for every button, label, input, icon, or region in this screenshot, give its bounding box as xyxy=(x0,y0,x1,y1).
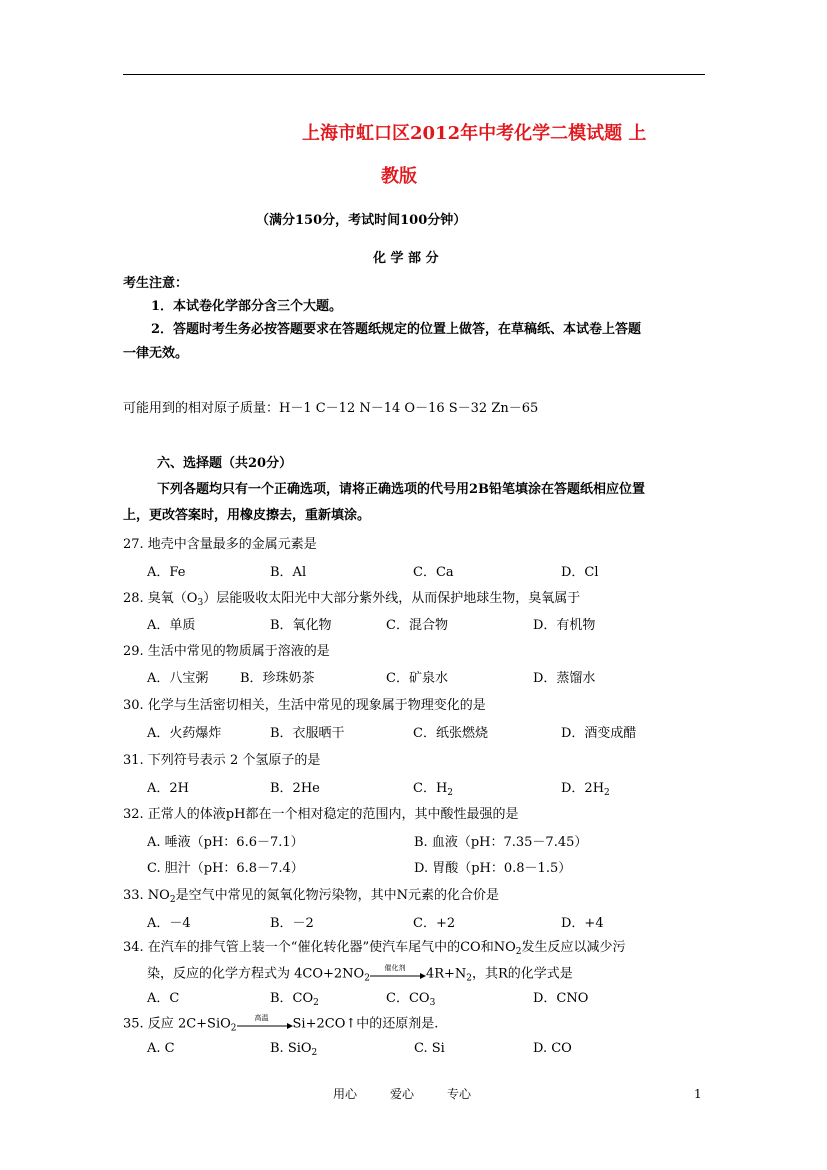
q35-option-c: C. Si xyxy=(414,1041,445,1056)
title-line1: 上海市虹口区2012年中考化学二模试题 上 xyxy=(302,123,647,144)
q27-option-c: C．Ca xyxy=(413,565,454,580)
q35-subscript: 2 xyxy=(230,1023,237,1034)
q31-option-a: A．2H xyxy=(147,781,189,796)
footer-text-3: 专心 xyxy=(447,1087,472,1101)
q28-option-d: D．有机物 xyxy=(533,618,596,633)
q28-stem-pre: 28. 臭氧（O xyxy=(123,591,198,606)
q31-option-d xyxy=(561,781,610,801)
question-34-equation xyxy=(147,966,573,987)
q34-option-b xyxy=(270,991,319,1011)
q33-option-a: A．－4 xyxy=(147,916,191,931)
notice-item-1: 1．本试卷化学部分含三个大题。 xyxy=(151,299,343,314)
q34-line1-post: 发生反应以减少污 xyxy=(521,940,626,955)
q33-stem-pre: 33. NO xyxy=(123,888,170,903)
q34-eq-subscript: 2 xyxy=(364,973,370,984)
section-heading: 化 学 部 分 xyxy=(373,251,439,266)
exam-subtitle: （满分150分，考试时间100分钟） xyxy=(256,213,467,228)
q32-option-a: A. 唾液（pH：6.6－7.1） xyxy=(147,835,304,850)
header-rule xyxy=(123,74,705,75)
q27-option-b: B．Al xyxy=(270,565,307,580)
q35-option-d: D. CO xyxy=(533,1041,572,1056)
q34-option-a: A．C xyxy=(147,991,180,1006)
q35-stem-pre: 35. 反应 2C+SiO xyxy=(123,1016,231,1032)
q34-option-c xyxy=(386,991,435,1011)
q27-option-d: D．Cl xyxy=(561,565,599,580)
q29-option-c: C．矿泉水 xyxy=(386,671,448,686)
question-34 xyxy=(123,940,626,960)
part6-instructions-cont: 上，更改答案时，用橡皮擦去，重新填涂。 xyxy=(123,508,371,523)
part6-heading: 六、选择题（共20分） xyxy=(157,456,293,471)
q34-eq-subscript-2: 2 xyxy=(466,973,473,984)
footer-text-1: 用心 xyxy=(333,1087,358,1101)
notice-heading: 考生注意： xyxy=(123,276,189,291)
part6-instructions: 下列各题均只有一个正确选项，请将正确选项的代号用2B铅笔填涂在答题纸相应位置 xyxy=(157,482,646,497)
question-27: 27. 地壳中含量最多的金属元素是 xyxy=(123,537,317,552)
q33-option-b: B．－2 xyxy=(270,916,314,931)
q33-stem-post: 是空气中常见的氮氧化物污染物，其中N元素的化合价是 xyxy=(175,888,499,903)
question-29: 29. 生活中常见的物质属于溶液的是 xyxy=(123,644,330,659)
reaction-arrow-icon xyxy=(237,1016,293,1032)
question-35 xyxy=(123,1016,438,1037)
q29-option-a: A．八宝粥 xyxy=(147,671,209,686)
q30-option-b: B．衣服晒干 xyxy=(270,726,345,741)
question-28 xyxy=(123,591,580,611)
q33-option-d: D．+4 xyxy=(561,916,604,931)
q28-option-c: C．混合物 xyxy=(386,618,448,633)
q33-option-c: C．+2 xyxy=(413,916,456,931)
title-line2: 教版 xyxy=(381,166,417,187)
q34-c-text: C．CO xyxy=(386,991,430,1006)
atomic-masses: 可能用到的相对原子质量：H－1 C－12 N－14 O－16 S－32 Zn－65 xyxy=(123,401,539,416)
question-32: 32. 正常人的体液pH都在一个相对稳定的范围内，其中酸性最强的是 xyxy=(123,807,519,822)
q30-option-d: D．酒变成醋 xyxy=(561,726,637,741)
q27-option-a: A．Fe xyxy=(147,565,186,580)
q35-b-subscript: 2 xyxy=(311,1048,318,1058)
notice-item-2: 2．答题时考生务必按答题要求在答题纸规定的位置上做答，在草稿纸、本试卷上答题 xyxy=(151,322,642,337)
q29-option-b: B．珍珠奶茶 xyxy=(240,671,315,686)
q31-option-c xyxy=(413,781,453,801)
q34-catalyst-label: 催化剂 xyxy=(384,964,406,972)
q31-d-subscript: 2 xyxy=(604,788,610,798)
q32-option-c: C. 胆汁（pH：6.8－7.4） xyxy=(147,861,304,876)
q34-b-subscript: 2 xyxy=(313,998,319,1008)
q32-option-d: D. 胃酸（pH：0.8－1.5） xyxy=(414,861,572,876)
q34-eq-post: ，其R的化学式是 xyxy=(472,966,573,982)
q31-option-b: B．2He xyxy=(270,781,320,796)
q35-condition-label: 高温 xyxy=(254,1014,269,1022)
q29-option-d: D．蒸馏水 xyxy=(533,671,596,686)
q34-c-subscript: 3 xyxy=(429,998,436,1008)
q35-stem-post: Si+2CO↑中的还原剂是. xyxy=(292,1016,439,1032)
q30-option-c: C．纸张燃烧 xyxy=(413,726,488,741)
question-30: 30. 化学与生活密切相关，生活中常见的现象属于物理变化的是 xyxy=(123,698,486,713)
q34-option-d: D．CNO xyxy=(533,991,589,1006)
q35-b-text: B. SiO xyxy=(270,1041,312,1056)
q35-option-a: A. C xyxy=(147,1041,175,1056)
reaction-arrow-icon xyxy=(370,966,426,982)
q32-option-b: B. 血液（pH：7.35－7.45） xyxy=(414,835,588,850)
question-31: 31. 下列符号表示 2 个氢原子的是 xyxy=(123,753,321,768)
notice-item-2-cont: 一律无效。 xyxy=(123,346,189,361)
q34-b-text: B．CO xyxy=(270,991,314,1006)
q34-eq-products: 4R+N xyxy=(425,966,467,982)
question-33 xyxy=(123,888,499,908)
q31-c-text: C．H xyxy=(413,781,448,796)
q33-subscript: 2 xyxy=(169,895,176,905)
q28-option-b: B．氧化物 xyxy=(270,618,332,633)
q34-eq-reactants: 染，反应的化学方程式为 4CO+2NO xyxy=(147,966,365,982)
q34-line1-pre: 34. 在汽车的排气管上装一个“催化转化器”使汽车尾气中的CO和NO xyxy=(123,940,516,955)
q30-option-a: A．火药爆炸 xyxy=(147,726,222,741)
q28-subscript: 3 xyxy=(197,598,204,608)
q28-option-a: A．单质 xyxy=(147,618,196,633)
q28-stem-post: ）层能吸收太阳光中大部分紫外线，从而保护地球生物，臭氧属于 xyxy=(203,591,581,606)
q34-line1-subscript: 2 xyxy=(515,947,522,957)
footer-text-2: 爱心 xyxy=(390,1087,415,1101)
q31-d-text: D．2H xyxy=(561,781,605,796)
page-number: 1 xyxy=(694,1087,702,1101)
q35-option-b xyxy=(270,1041,317,1061)
q31-c-subscript: 2 xyxy=(447,788,454,798)
